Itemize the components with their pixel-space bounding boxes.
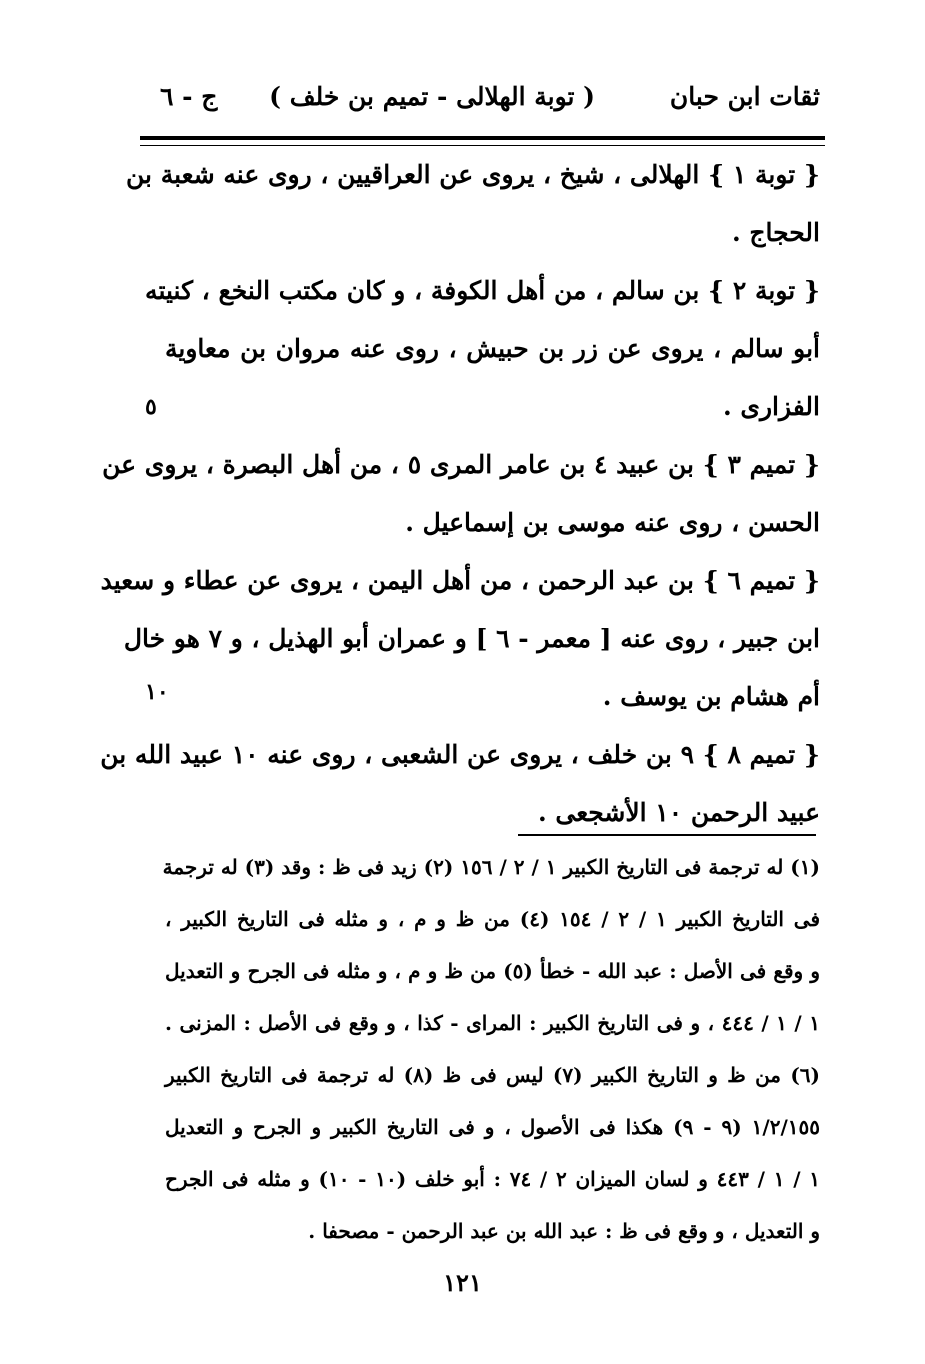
volume-number: ج - ٦ <box>160 82 218 111</box>
page-number: ١٢١ <box>443 1268 482 1297</box>
line-number-5: ٥ <box>145 394 157 420</box>
text-line: أبو سالم ، يروى عن زر بن حبيش ، روى عنه مروان بن معاوية <box>165 334 820 363</box>
text-line: { توبة ٢ } بن سالم ، من أهل الكوفة ، و كان مكتب النخع ، كنيته <box>145 276 820 305</box>
footnote-separator <box>518 834 816 836</box>
text-line: ابن جبير ، روى عنه [ معمر - ٦ ] و عمران أبو الهذيل ، و ٧ هو خال <box>123 624 820 653</box>
running-header <box>160 82 820 122</box>
text-line: { تميم ٣ } بن عبيد ٤ بن عامر المرى ٥ ، من أهل البصرة ، يروى عن <box>102 450 820 479</box>
text-line: { توبة ١ } الهلالى ، شيخ ، يروى عن العراقيين ، روى عنه شعبة بن <box>126 160 820 189</box>
text-line: أم هشام بن يوسف . <box>602 682 820 711</box>
footnote-line: ١/٢/١٥٥ (٩ - ٩) هكذا فى الأصول ، و فى التاريخ الكبير و الجرح و التعديل <box>165 1115 820 1139</box>
header-rule-thick <box>140 136 825 140</box>
book-title: ثقات ابن حبان <box>669 82 820 111</box>
text-line: الفزارى . <box>723 392 820 421</box>
text-line: الحجاج . <box>731 218 820 247</box>
footnotes <box>162 841 821 1257</box>
footnote-line: ١ / ١ / ٤٤٣ و لسان الميزان ٢ / ٧٤ : أبو خلف (١٠ - ١٠) و مثله فى الجرح <box>165 1167 821 1191</box>
text-line: { تميم ٦ } بن عبد الرحمن ، من أهل اليمن ، يروى عن عطاء و سعيد <box>100 566 820 595</box>
footnote-line: و التعديل ، و وقع فى ظ : عبد الله بن عبد الرحمن - مصحفا . <box>308 1219 820 1243</box>
main-text <box>100 146 820 842</box>
footnote-line: و وقع فى الأصل : عبد الله - خطأ (٥) من ظ و م ، و مثله فى الجرح و التعديل <box>165 959 820 983</box>
footnote-line: (١) له ترجمة فى التاريخ الكبير ١ / ٢ / ١٥٦ (٢) زيد فى ظ : وقد (٣) له ترجمة <box>162 855 820 879</box>
text-line: { تميم ٨ } ٩ بن خلف ، يروى عن الشعبى ، روى عنه ١٠ عبيد الله بن <box>100 740 820 769</box>
footnote-line: (٦) من ظ و التاريخ الكبير (٧) ليس فى ظ (٨) له ترجمة فى التاريخ الكبير <box>165 1063 821 1087</box>
text-line: الحسن ، روى عنه موسى بن إسماعيل . <box>405 508 820 537</box>
footnote-line: فى التاريخ الكبير ١ / ٢ / ١٥٤ (٤) من ظ و م ، و مثله فى التاريخ الكبير ، <box>165 907 821 931</box>
text-line: عبيد الرحمن ١٠ الأشجعى . <box>537 798 820 827</box>
section-title: ( توبة الهلالى - تميم بن خلف ) <box>269 82 595 111</box>
line-number-10: ١٠ <box>145 679 169 705</box>
footnote-line: ١ / ١ / ٤٤٤ ، و فى التاريخ الكبير : المراى - كذا ، و وقع فى الأصل : المزنى . <box>165 1011 820 1035</box>
